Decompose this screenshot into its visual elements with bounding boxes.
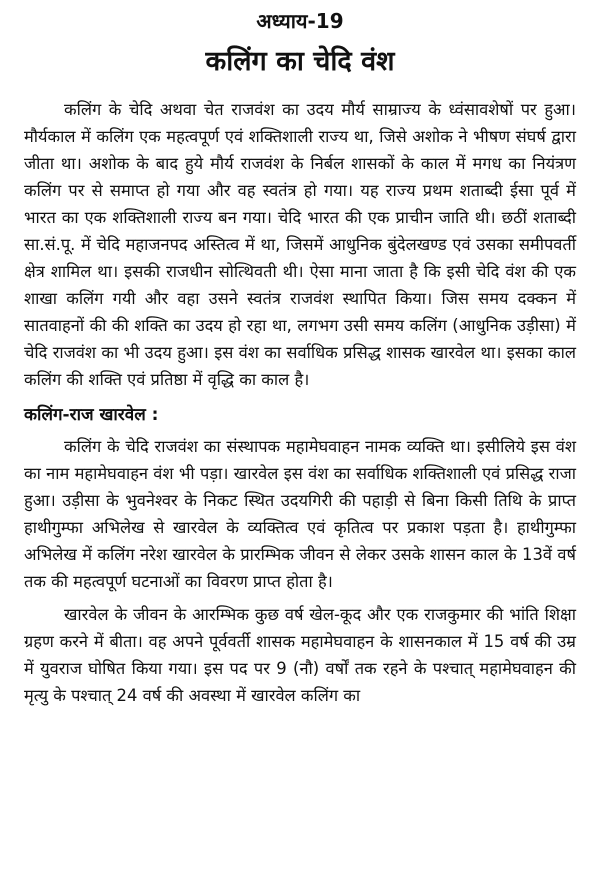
- section-heading: कलिंग-राज खारवेल :: [24, 405, 159, 425]
- paragraph-intro: कलिंग के चेदि अथवा चेत राजवंश का उदय मौर्य साम्राज्य के ध्वंसावशेषों पर हुआ। मौर्यकाल में कलिंग एक महत्वपूर्ण एवं शक्तिशाली राज्य था, जिसे अशोक ने भीषण संघर्ष द्वारा जीता था। अशोक के बाद हुये मौर्य राजवंश के निर्बल शासकों के काल में मगध का नियंत्रण कलिंग पर से समाप्त हो गया और वह स्वतंत्र हो गया। यह राज्य प्रथम शताब्दी ईसा पूर्व में भारत का एक शक्तिशाली राज्य बन गया। चेदि भारत की एक प्राचीन जाति थी। छठीं शताब्दी सा.सं.पू. में चेदि महाजनपद अस्तित्व में था, जिसमें आधुनिक बुंदेलखण्ड एवं उसका समीपवर्ती क्षेत्र शामिल था। इसकी राजधीन सोत्थिवती थी। ऐसा माना जाता है कि इसी चेदि वंश की एक शाखा कलिंग गयी और वहा उसने स्वतंत्र राजवंश स्थापित किया। जिस समय दक्कन में सातवाहनों की की शक्ति का उदय हो रहा था, लगभग उसी समय कलिंग (आधुनिक उड़ीसा) में चेदि राजवंश का भी उदय हुआ। इस वंश का सर्वाधिक प्रसिद्ध शासक खारवेल था। इसका काल कलिंग की शक्ति एवं प्रतिष्ठा में वृद्धि का काल है।: [24, 100, 576, 389]
- paragraph-founder: कलिंग के चेदि राजवंश का संस्थापक महामेघवाहन नामक व्यक्ति था। इसीलिये इस वंश का नाम महामेघवाहन वंश भी पड़ा। खारवेल इस वंश का सर्वाधिक शक्तिशाली एवं प्रसिद्ध राजा हुआ। उड़ीसा के भुवनेश्वर के निकट स्थित उदयगिरी की पहाड़ी से बिना किसी तिथि के प्राप्त हाथीगुम्फा अभिलेख से खारवेल के व्यक्तित्व एवं कृतित्व पर प्रकाश पड़ता है। हाथीगुम्फा अभिलेख में कलिंग नरेश खारवेल के प्रारम्भिक जीवन से लेकर उसके शासन काल के 13वें वर्ष तक की महत्वपूर्ण घटनाओं का विवरण प्राप्त होता है।: [24, 437, 576, 591]
- page-title: कलिंग का चेदि वंश: [205, 46, 395, 77]
- paragraph-early-life: खारवेल के जीवन के आरम्भिक कुछ वर्ष खेल-कूद और एक राजकुमार की भांति शिक्षा ग्रहण करने में बीता। वह अपने पूर्ववर्ती शासक महामेघवाहन के शासनकाल में 15 वर्ष की उम्र में युवराज घोषित किया गया। इस पद पर 9 (नौ) वर्षों तक रहने के पश्चात् महामेघवाहन की मृत्यु के पश्चात् 24 वर्ष की अवस्था में खारवेल कलिंग का: [24, 605, 576, 705]
- chapter-label: अध्याय-19: [256, 9, 344, 33]
